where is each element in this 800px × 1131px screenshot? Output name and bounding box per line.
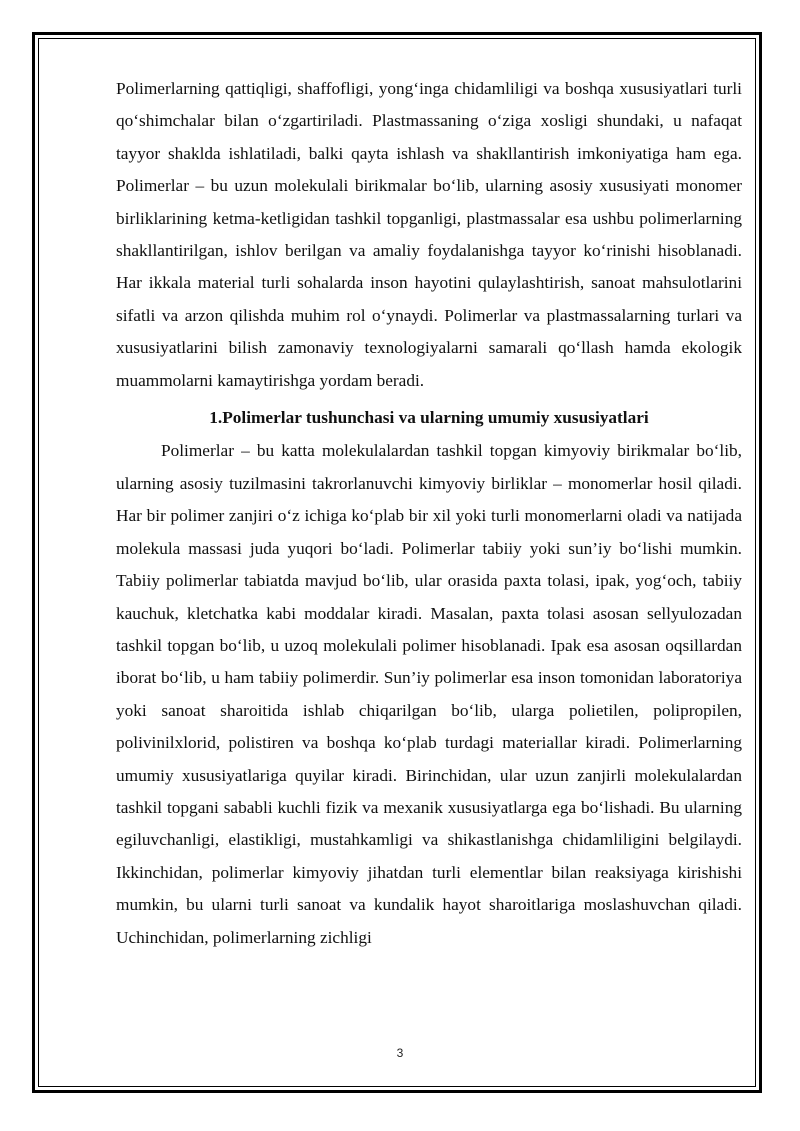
intro-paragraph: Polimerlarning qattiqligi, shaffofligi, yong‘inga chidamliligi va boshqa xususiyatlari turli qo‘shimchalar bilan o‘zgartiriladi. Plastmassaning o‘ziga xosligi shundaki, u nafaqat tayyor shaklda ishlatiladi, balki qayta ishlash va shakllantirish imkoniyatiga ham ega. Polimerlar – bu uzun molekulali birikmalar bo‘lib, ularning asosiy xususiyati monomer birliklarining ketma-ketligidan tashkil topganligi, plastmassalar esa ushbu polimerlarning shakllantirilgan, ishlov berilgan va amaliy foydalanishga tayyor ko‘rinishi hisoblanadi. Har ikkala material turli sohalarda inson hayotini qulaylashtirish, sanoat mahsulotlarini sifatli va arzon qilishda muhim rol o‘ynaydi. Polimerlar va plastmassalarning turlari va xususiyatlarini bilish zamonaviy texnologiyalarni samarali qo‘llash hamda ekologik muammolarni kamaytirishga yordam beradi. (116, 79, 742, 390)
section-heading: 1.Polimerlar tushunchasi va ularning umumiy xususiyatlari (209, 408, 649, 428)
document-body (116, 73, 742, 954)
body-paragraph: Polimerlar – bu katta molekulalardan tashkil topgan kimyoviy birikmalar bo‘lib, ularning asosiy tuzilmasini takrorlanuvchi kimyoviy birliklar – monomerlar hosil qiladi. Har bir polimer zanjiri o‘z ichiga ko‘plab bir xil yoki turli monomerlarni oladi va natijada molekula massasi juda yuqori bo‘ladi. Polimerlar tabiiy yoki sun’iy bo‘lishi mumkin. Tabiiy polimerlar tabiatda mavjud bo‘lib, ular orasida paxta tolasi, ipak, yog‘och, tabiiy kauchuk, kletchatka kabi moddalar kiradi. Masalan, paxta tolasi asosan sellyulozadan tashkil topgan bo‘lib, u uzoq molekulali polimer hisoblanadi. Ipak esa asosan oqsillardan iborat bo‘lib, u ham tabiiy polimerdir. Sun’iy polimerlar esa inson tomonidan laboratoriya yoki sanoat sharoitida ishlab chiqarilgan bo‘lib, ularga polietilen, polipropilen, polivinilxlorid, polistiren va boshqa ko‘plab turdagi materiallar kiradi. Polimerlarning umumiy xususiyatlariga quyilar kiradi. Birinchidan, ular uzun zanjirli molekulalardan tashkil topgani sababli kuchli fizik va mexanik xususiyatlarga ega bo‘lishadi. Bu ularning egiluvchanligi, elastikligi, mustahkamligi va shikastlanishga chidamliligini belgilaydi. Ikkinchidan, polimerlar kimyoviy jihatdan turli elementlar bilan reaksiyaga kirishishi mumkin, bu ularni turli sanoat va kundalik hayot sharoitlariga moslashuvchan qiladi. Uchinchidan, polimerlarning zichligi (116, 441, 742, 947)
page-number: 3 (396, 1046, 404, 1060)
